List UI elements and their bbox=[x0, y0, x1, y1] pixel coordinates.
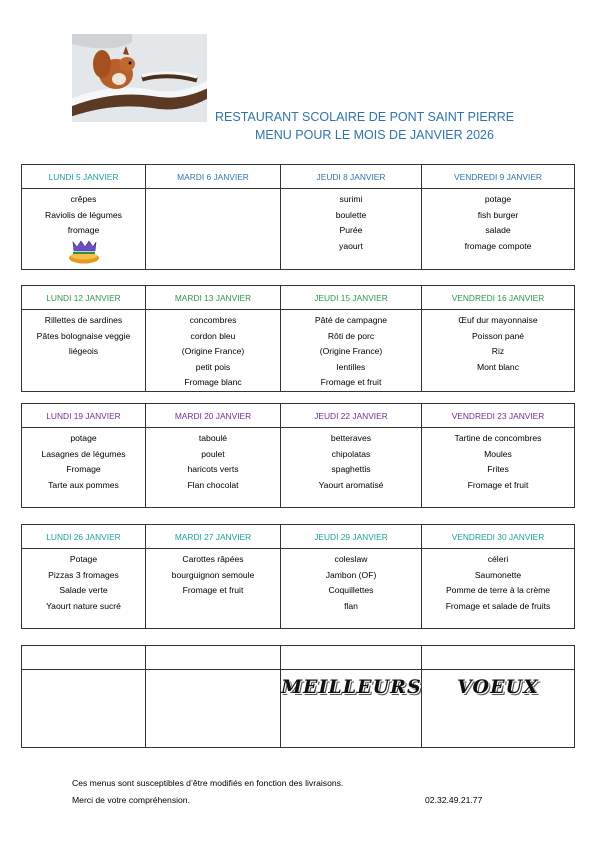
menu-item: concombres bbox=[189, 315, 237, 325]
menu-item: Pomme de terre à la crème bbox=[445, 585, 551, 595]
menu-item: haricots verts bbox=[187, 464, 239, 474]
day-header: MARDI 6 JANVIER bbox=[146, 165, 281, 189]
menu-item: poulet bbox=[201, 448, 225, 459]
footer-note-line2: Merci de votre compréhension. bbox=[72, 795, 190, 805]
menu-item: Raviolis de légumes bbox=[45, 209, 122, 220]
menu-item: Mont blanc bbox=[476, 361, 520, 372]
menu-item: yaourt bbox=[339, 240, 363, 251]
menu-item: Poisson pané bbox=[471, 330, 525, 341]
menu-item: lentilles bbox=[336, 361, 366, 372]
menu-item: taboulé bbox=[198, 433, 228, 443]
day-header: MARDI 13 JANVIER bbox=[146, 286, 281, 310]
footer-note-line1: Ces menus sont susceptibles d’être modifiés en fonction des livraisons. bbox=[72, 778, 344, 788]
squirrel-photo bbox=[72, 34, 207, 122]
day-menu bbox=[22, 189, 146, 270]
menu-item: Purée bbox=[339, 225, 363, 235]
menu-item: Pâté de campagne bbox=[314, 315, 388, 325]
day-menu bbox=[422, 310, 575, 392]
day-header: VENDREDI 9 JANVIER bbox=[422, 165, 575, 189]
empty-cell bbox=[22, 670, 146, 748]
day-menu bbox=[422, 189, 575, 270]
menu-item: Saumonette bbox=[474, 569, 522, 580]
menu-item: Flan chocolat bbox=[187, 479, 239, 490]
menu-item: betteraves bbox=[330, 433, 372, 443]
day-header: VENDREDI 30 JANVIER bbox=[422, 525, 575, 549]
day-header: JEUDI 29 JANVIER bbox=[281, 525, 422, 549]
day-menu bbox=[146, 428, 281, 508]
greeting-cell bbox=[422, 670, 575, 748]
menu-item: Fromage bbox=[66, 464, 101, 474]
menu-item: Fromage et fruit bbox=[467, 479, 529, 490]
menu-item: spaghettis bbox=[331, 464, 371, 474]
menu-item: Riz bbox=[491, 346, 505, 356]
week-table-1 bbox=[21, 164, 575, 270]
menu-item: fish burger bbox=[477, 209, 519, 220]
menu-item: Moules bbox=[484, 448, 512, 459]
menu-item: potage bbox=[70, 433, 97, 443]
menu-item: Yaourt nature sucré bbox=[46, 600, 121, 611]
menu-item: cordon bleu bbox=[190, 330, 236, 341]
restaurant-title: RESTAURANT SCOLAIRE DE PONT SAINT PIERRE bbox=[215, 110, 515, 124]
menu-item: coleslaw bbox=[334, 554, 368, 564]
menu-item: Pizzas 3 fromages bbox=[48, 569, 119, 580]
menu-item: liégeois bbox=[68, 346, 99, 356]
menu-item: Jambon (OF) bbox=[325, 569, 377, 580]
day-header: LUNDI 5 JANVIER bbox=[22, 165, 146, 189]
greetings-table bbox=[21, 645, 575, 748]
day-menu bbox=[22, 549, 146, 629]
day-menu bbox=[146, 549, 281, 629]
menu-item: chipolatas bbox=[331, 448, 371, 459]
day-header: VENDREDI 16 JANVIER bbox=[422, 286, 575, 310]
menu-item: flan bbox=[344, 600, 358, 611]
galette-des-rois-icon bbox=[67, 239, 101, 265]
menu-item: Frites bbox=[487, 464, 509, 474]
day-menu bbox=[281, 549, 422, 629]
greeting-word-meilleurs: MEILLEURS bbox=[281, 676, 422, 698]
menu-item: crêpes bbox=[70, 194, 97, 204]
day-menu bbox=[146, 310, 281, 392]
day-menu bbox=[22, 428, 146, 508]
menu-item: (Origine France) bbox=[319, 346, 383, 356]
day-header: JEUDI 8 JANVIER bbox=[281, 165, 422, 189]
menu-item: Fromage et salade de fruits bbox=[445, 600, 551, 611]
menu-item: Yaourt aromatisé bbox=[318, 479, 384, 490]
menu-item: salade bbox=[485, 225, 511, 235]
menu-item: boulette bbox=[335, 209, 367, 220]
menu-item: Rillettes de sardines bbox=[44, 315, 123, 325]
menu-item: Lasagnes de légumes bbox=[41, 448, 126, 459]
menu-item: (Origine France) bbox=[181, 346, 245, 356]
day-menu bbox=[146, 189, 281, 270]
empty-cell bbox=[422, 646, 575, 670]
menu-month-title: MENU POUR LE MOIS DE JANVIER 2026 bbox=[255, 128, 494, 142]
menu-item: Œuf dur mayonnaise bbox=[458, 315, 538, 325]
menu-item: Pâtes bolognaise veggie bbox=[36, 330, 131, 341]
day-menu bbox=[281, 428, 422, 508]
menu-item: céleri bbox=[487, 554, 509, 564]
day-menu bbox=[281, 310, 422, 392]
week-table-4 bbox=[21, 524, 575, 629]
greeting-cell bbox=[281, 670, 422, 748]
menu-item: Fromage et fruit bbox=[320, 377, 382, 387]
footer-phone: 02.32.49.21.77 bbox=[425, 795, 483, 805]
day-header: LUNDI 26 JANVIER bbox=[22, 525, 146, 549]
menu-item: Coquillettes bbox=[328, 585, 374, 595]
greeting-word-voeux: VOEUX bbox=[457, 676, 539, 698]
menu-item: Tarte aux pommes bbox=[48, 479, 119, 490]
empty-cell bbox=[146, 646, 281, 670]
menu-item: bourguignon semoule bbox=[171, 569, 255, 580]
menu-item: potage bbox=[484, 194, 512, 204]
menu-item: Fromage et fruit bbox=[182, 585, 244, 595]
menu-item: Carottes râpées bbox=[182, 554, 244, 564]
squirrel-photo-icon bbox=[72, 34, 207, 122]
day-header: MARDI 20 JANVIER bbox=[146, 404, 281, 428]
menu-item: fromage bbox=[67, 225, 100, 235]
day-header: LUNDI 19 JANVIER bbox=[22, 404, 146, 428]
menu-item: Tartine de concombres bbox=[454, 433, 542, 443]
day-menu bbox=[22, 310, 146, 392]
menu-item: fromage compote bbox=[464, 240, 532, 251]
week-table-3 bbox=[21, 403, 575, 508]
menu-item: Rôti de porc bbox=[327, 330, 375, 341]
menu-item: petit pois bbox=[195, 361, 231, 372]
menu-item: Fromage blanc bbox=[184, 377, 242, 387]
day-header: JEUDI 22 JANVIER bbox=[281, 404, 422, 428]
empty-cell bbox=[281, 646, 422, 670]
menu-item: Potage bbox=[69, 554, 98, 564]
day-menu bbox=[422, 428, 575, 508]
empty-cell bbox=[146, 670, 281, 748]
day-header: MARDI 27 JANVIER bbox=[146, 525, 281, 549]
day-menu bbox=[281, 189, 422, 270]
day-menu bbox=[422, 549, 575, 629]
menu-item: Salade verte bbox=[59, 585, 108, 595]
day-header: VENDREDI 23 JANVIER bbox=[422, 404, 575, 428]
empty-cell bbox=[22, 646, 146, 670]
day-header: LUNDI 12 JANVIER bbox=[22, 286, 146, 310]
day-header: JEUDI 15 JANVIER bbox=[281, 286, 422, 310]
menu-item: surimi bbox=[339, 194, 363, 204]
week-table-2 bbox=[21, 285, 575, 392]
